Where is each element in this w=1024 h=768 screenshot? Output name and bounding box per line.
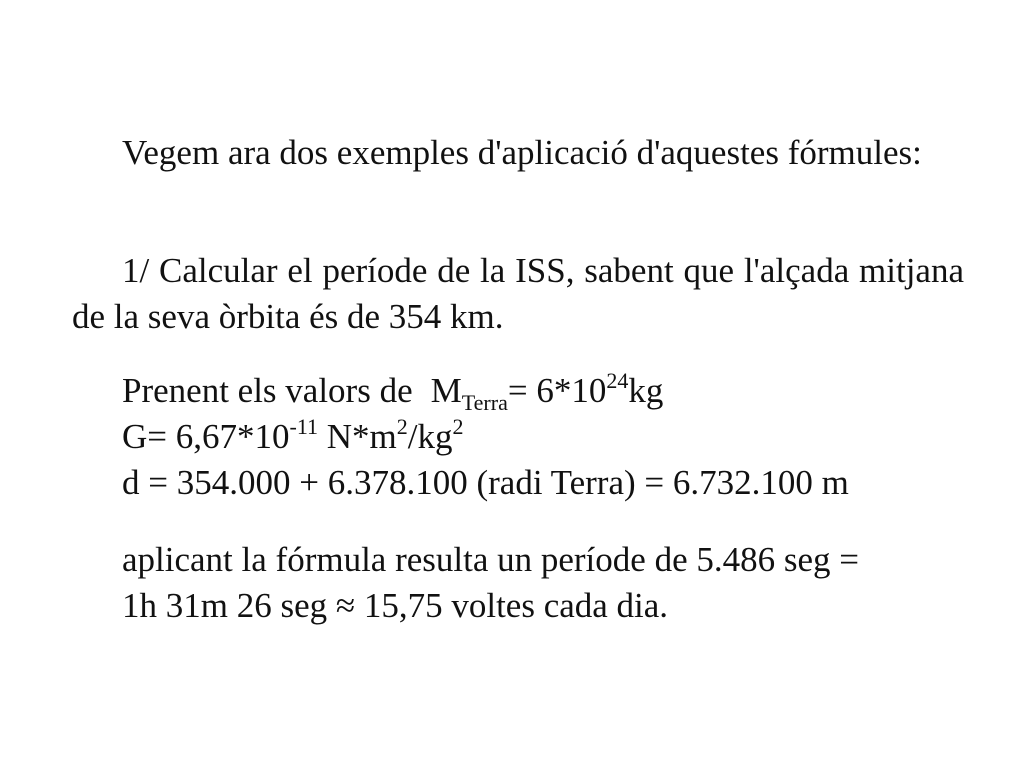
- intro-paragraph: Vegem ara dos exemples d'aplicació d'aquestes fórmules:: [122, 133, 922, 172]
- distance-line: d = 354.000 + 6.378.100 (radi Terra) = 6.732.100 m: [122, 463, 849, 502]
- g-unit-m-exponent: 2: [396, 414, 408, 439]
- earth-mass-equals: = 6*10: [507, 371, 607, 410]
- result-block: [122, 537, 964, 629]
- result-line-2: 1h 31m 26 seg ≈ 15,75 voltes cada dia.: [122, 586, 669, 625]
- earth-mass-prefix: Prenent els valors de: [122, 371, 413, 410]
- g-exponent: -11: [289, 414, 319, 439]
- earth-mass-unit: kg: [628, 371, 664, 410]
- result-line-1: aplicant la fórmula resulta un període de 5.486 seg =: [122, 540, 859, 579]
- example-1-paragraph: 1/ Calcular el període de la ISS, sabent que l'alçada mitjana de la seva òrbita és de 354 km.: [72, 251, 964, 336]
- g-unit-kg-exponent: 2: [452, 414, 464, 439]
- g-unit-m: N*m: [318, 417, 397, 456]
- earth-mass-symbol: M: [430, 371, 462, 410]
- g-value: G= 6,67*10: [122, 417, 290, 456]
- earth-mass-exponent: 24: [606, 368, 629, 393]
- values-block: [122, 368, 964, 506]
- earth-mass-line: [122, 368, 964, 414]
- earth-mass-subscript: Terra: [461, 390, 508, 415]
- g-unit-kg: /kg: [407, 417, 453, 456]
- gravitational-constant-line: [122, 414, 964, 460]
